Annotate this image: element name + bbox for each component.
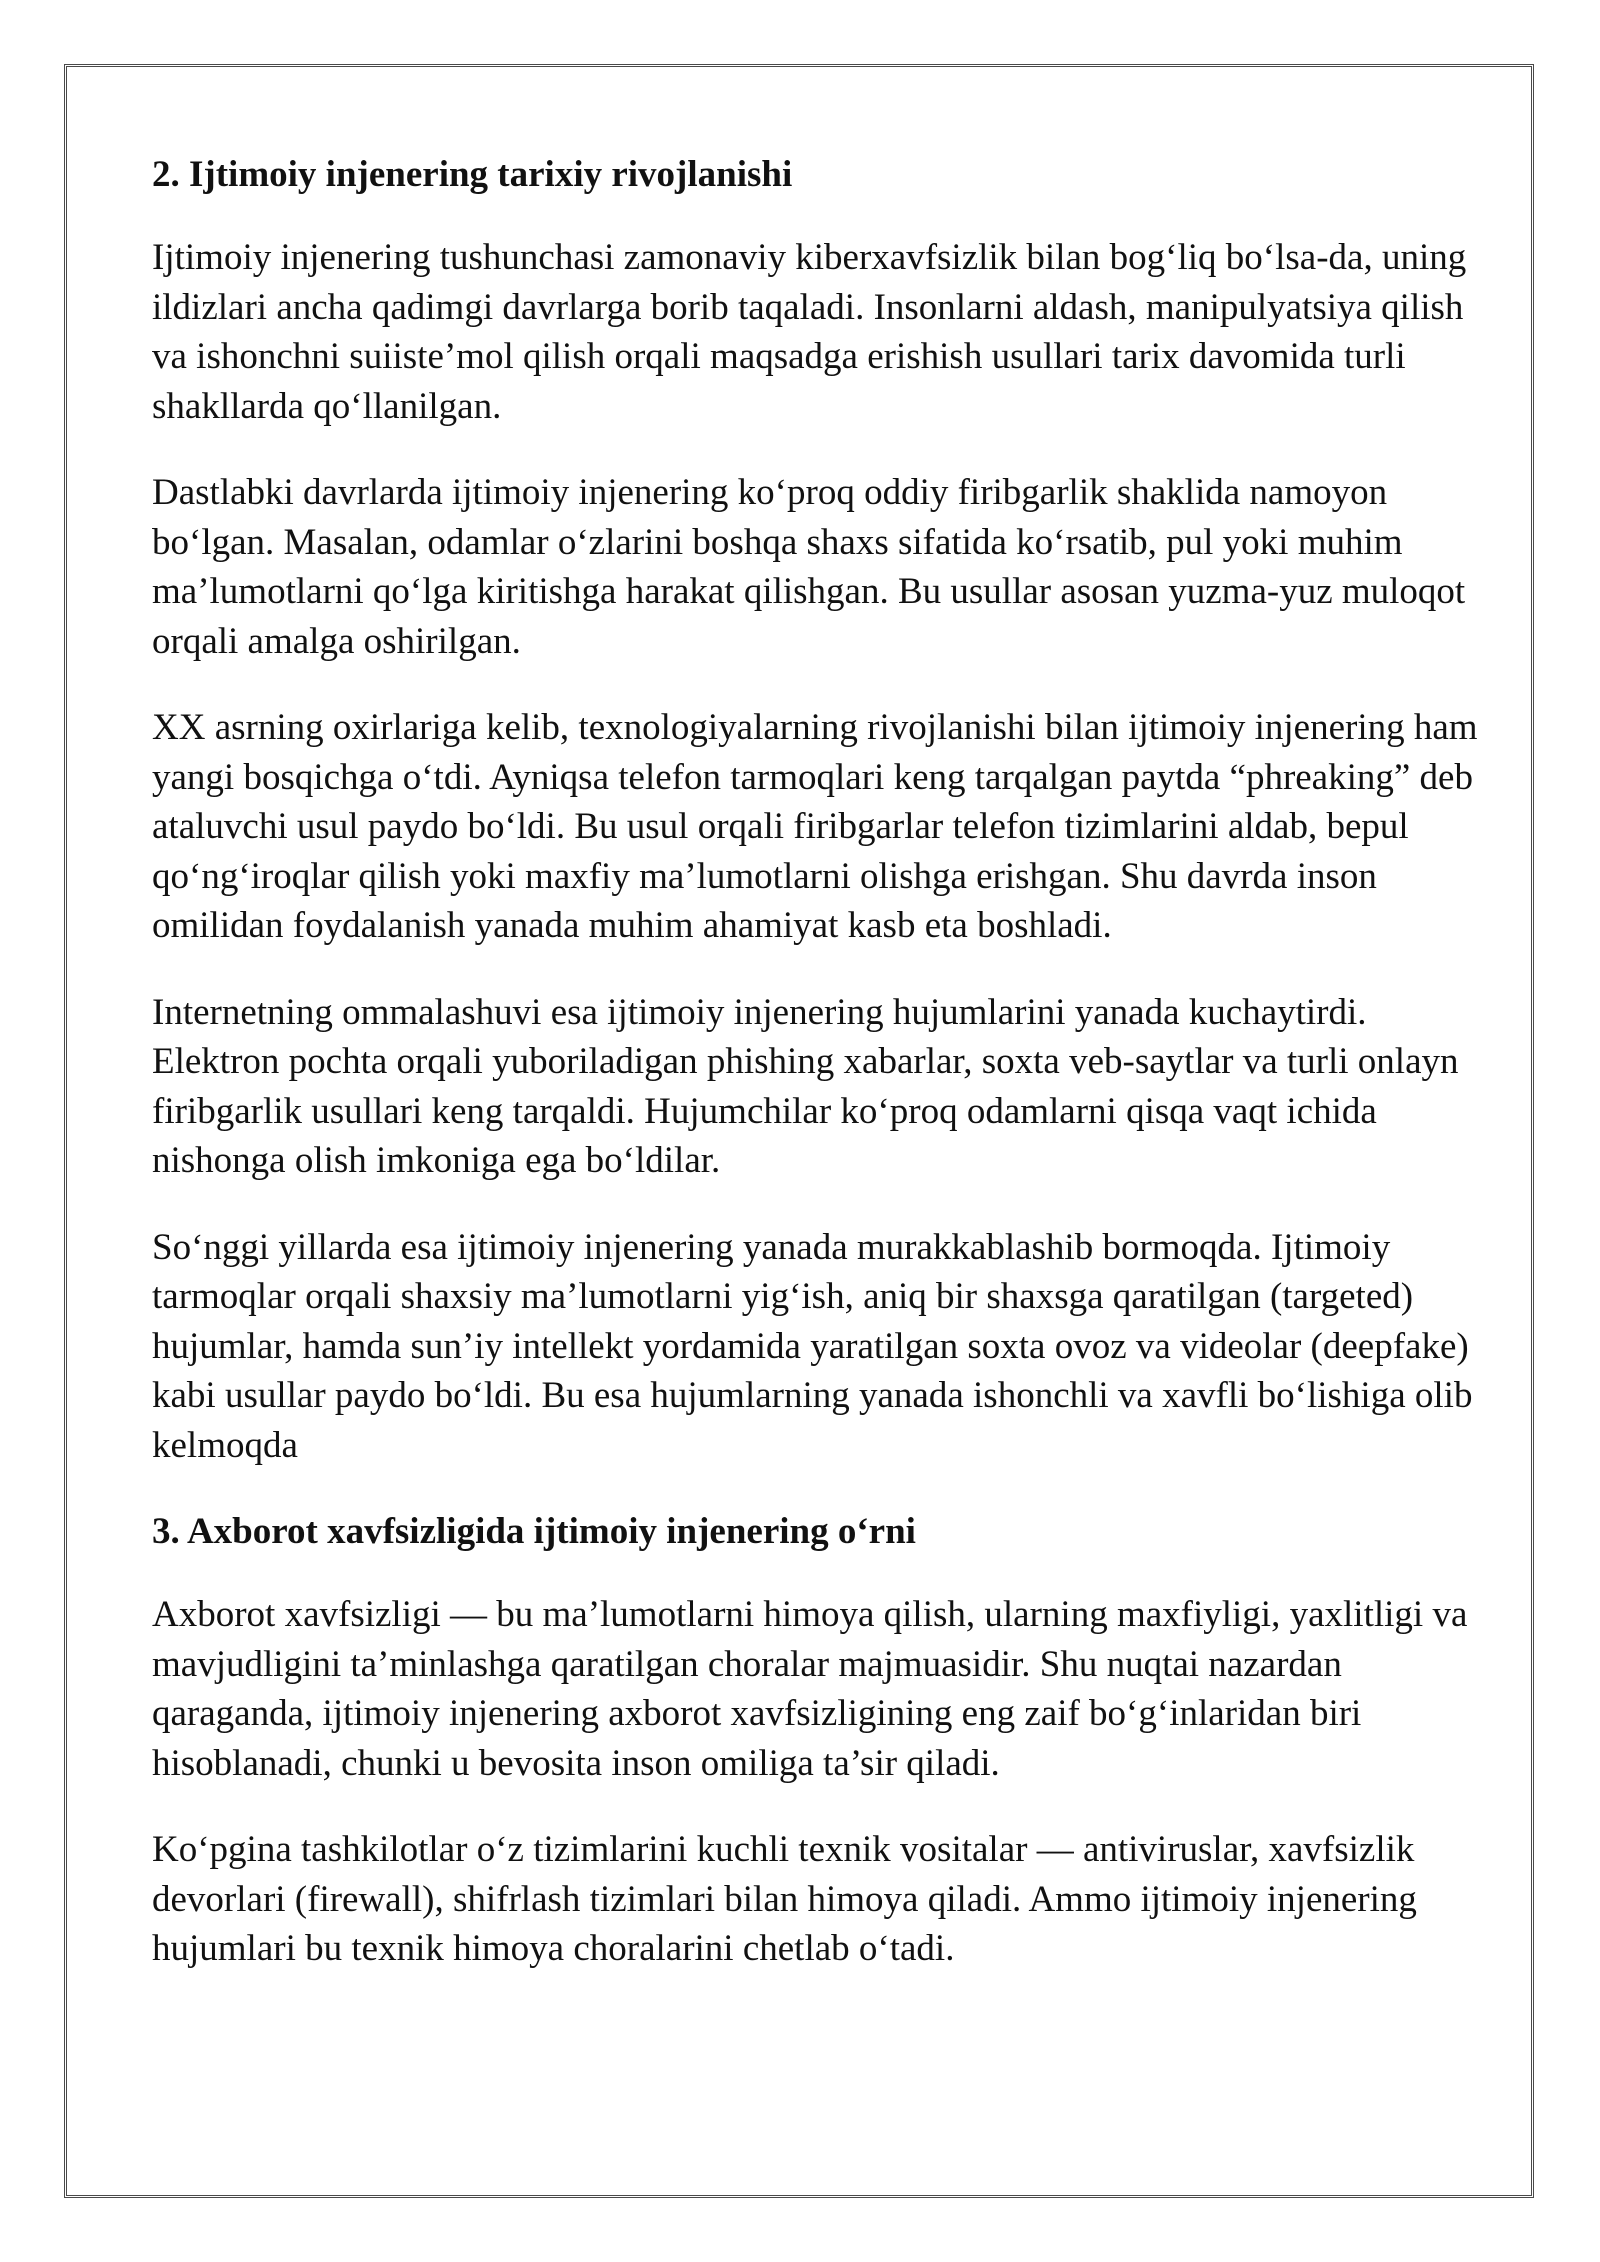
section-heading: 3. Axborot xavfsizligida ijtimoiy injenering o‘rni <box>152 1511 916 1552</box>
paragraph: So‘nggi yillarda esa ijtimoiy injenering yanada murakkablashib bormoqda. Ijtimoiy tarmoqlar orqali shaxsiy ma’lumotlarni yig‘ish, aniq bir shaxsga qaratilgan (targeted) hujumlar, hamda sun’iy intellekt yordamida yaratilgan soxta ovoz va videolar (deepfake) kabi usullar paydo bo‘ldi. Bu esa hujumlarning yanada ishonchli va xavfli bo‘lishiga olib kelmoqda <box>152 1226 1473 1466</box>
section-heading: 2. Ijtimoiy injenering tarixiy rivojlanishi <box>152 154 793 195</box>
paragraph: Dastlabki davrlarda ijtimoiy injenering ko‘proq oddiy firibgarlik shaklida namoyon bo‘lgan. Masalan, odamlar o‘zlarini boshqa shaxs sifatida ko‘rsatib, pul yoki muhim ma’lumotlarni qo‘lga kiritishga harakat qilishgan. Bu usullar asosan yuzma-yuz muloqot orqali amalga oshirilgan. <box>152 472 1466 662</box>
paragraph: Axborot xavfsizligi — bu ma’lumotlarni himoya qilish, ularning maxfiyligi, yaxlitligi va mavjudligini ta’minlashga qaratilgan choralar majmuasidir. Shu nuqtai nazardan qaraganda, ijtimoiy injenering axborot xavfsizligining eng zaif bo‘g‘inlaridan biri hisoblanadi, chunki u bevosita inson omiliga ta’sir qiladi. <box>152 1594 1468 1784</box>
paragraph: Ijtimoiy injenering tushunchasi zamonaviy kiberxavfsizlik bilan bog‘liq bo‘lsa-da, uning ildizlari ancha qadimgi davrlarga borib taqaladi. Insonlarni aldash, manipulyatsiya qilish va ishonchni suiiste’mol qilish orqali maqsadga erishish usullari tarix davomida turli shakllarda qo‘llanilgan. <box>152 237 1467 427</box>
paragraph: Ko‘pgina tashkilotlar o‘z tizimlarini kuchli texnik vositalar — antiviruslar, xavfsizlik devorlari (firewall), shifrlash tizimlari bilan himoya qiladi. Ammo ijtimoiy injenering hujumlari bu texnik himoya choralarini chetlab o‘tadi. <box>152 1829 1417 1969</box>
paragraph: Internetning ommalashuvi esa ijtimoiy injenering hujumlarini yanada kuchaytirdi. Elektron pochta orqali yuboriladigan phishing xabarlar, soxta veb-saytlar va turli onlayn firibgarlik usullari keng tarqaldi. Hujumchilar ko‘proq odamlarni qisqa vaqt ichida nishonga olish imkoniga ega bo‘ldilar. <box>152 991 1459 1181</box>
document-body <box>152 150 1492 2011</box>
paragraph: XX asrning oxirlariga kelib, texnologiyalarning rivojlanishi bilan ijtimoiy injenering ham yangi bosqichga o‘tdi. Ayniqsa telefon tarmoqlari keng tarqalgan paytda “phreaking” deb ataluvchi usul paydo bo‘ldi. Bu usul orqali firibgarlar telefon tizimlarini aldab, bepul qo‘ng‘iroqlar qilish yoki maxfiy ma’lumotlarni olishga erishgan. Shu davrda inson omilidan foydalanish yanada muhim ahamiyat kasb eta boshladi. <box>152 707 1478 946</box>
